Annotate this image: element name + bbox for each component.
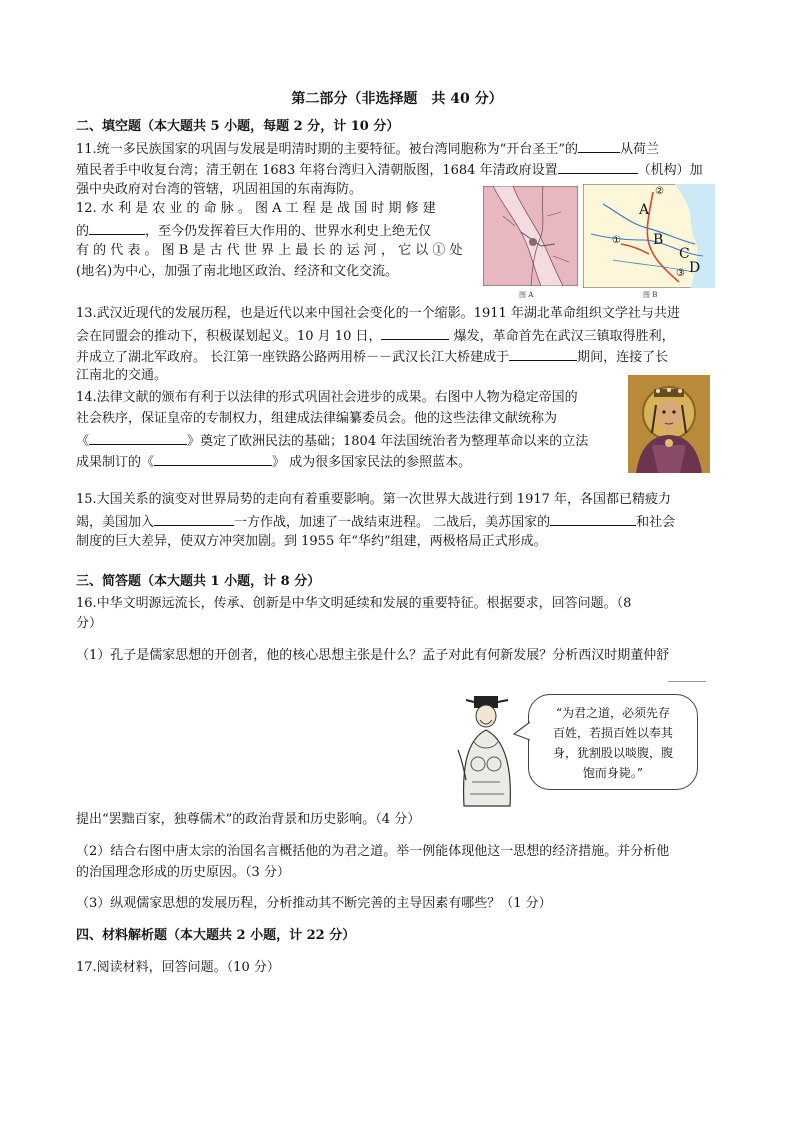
q13-text-b: 爆发，革命首先在武汉三镇取得胜利， bbox=[453, 329, 675, 344]
q14-text-a: 《 bbox=[76, 434, 90, 449]
q11-text-d: （机构）加 bbox=[637, 163, 703, 178]
q15-blank-1[interactable] bbox=[154, 511, 234, 526]
quote-line-3: 身，犹割股以啖腹，腹 bbox=[552, 746, 673, 760]
q13-line-1: 13.武汉近现代的发展历程，也是近代以来中国社会变化的一个缩影。1911 年湖北革命组织文学社与共进 bbox=[76, 306, 680, 321]
q14-line-4 bbox=[76, 451, 621, 473]
q16-part3: （3）纵观儒家思想的发展历程，分析推动其不断完善的主导因素有哪些？（1 分） bbox=[76, 896, 552, 911]
q13-blank-1[interactable] bbox=[381, 325, 449, 340]
q16-part2-line-2: 的治国理念形成的历史原因。（3 分） bbox=[76, 865, 290, 880]
fig-b-label-d: D bbox=[689, 260, 701, 276]
q12-line-2 bbox=[76, 220, 476, 242]
q12-text-b: ，至今仍发挥着巨大作用的、世界水利史上绝无仅 bbox=[145, 224, 432, 239]
q12-blank-1[interactable] bbox=[89, 220, 145, 235]
q14-text-b: 》奠定了欧洲民法的基础；1804 年法国统治者为整理革命以来的立法 bbox=[187, 434, 589, 449]
q15-text-c: 和社会 bbox=[636, 515, 676, 530]
fig-b-marker-3: ③ bbox=[676, 268, 685, 279]
q16-part2-line-1: （2）结合右图中唐太宗的治国名言概括他的为君之道。举一例能体现他这一思想的经济措施。并分析他 bbox=[76, 844, 670, 859]
part-title: 第二部分（非选择题 共 40 分） bbox=[291, 91, 503, 107]
taizong-quote-bubble bbox=[528, 694, 698, 790]
q16-part1-line-1: （1）孔子是儒家思想的开创者，他的核心思想主张是什么？孟子对此有何新发展？分析西汉时期董仲舒 bbox=[76, 648, 670, 663]
q14-blank-2[interactable] bbox=[154, 451, 272, 466]
fig-b-marker-2: ② bbox=[655, 186, 664, 197]
emperor-taizong-figure bbox=[448, 690, 526, 808]
q14-line-3 bbox=[76, 430, 621, 452]
quote-line-1: “为君之道，必须先存 bbox=[555, 706, 671, 720]
q13-blank-2[interactable] bbox=[509, 346, 577, 361]
quote-line-4: 饱而身毙。” bbox=[582, 766, 644, 780]
figure-b-caption: 图 B bbox=[643, 291, 658, 299]
q17-text: 17.阅读材料，回答问题。（10 分） bbox=[76, 960, 280, 975]
q11-blank-1[interactable] bbox=[578, 138, 620, 153]
section-fill-heading: 二、填空题（本大题共 5 小题，每题 2 分，计 10 分） bbox=[76, 119, 400, 134]
fig-b-marker-1: ① bbox=[612, 235, 621, 246]
fig-b-label-a: A bbox=[639, 202, 650, 218]
q13-line-2 bbox=[76, 325, 720, 347]
bubble-decoration-line bbox=[668, 681, 706, 682]
bubble-tail bbox=[512, 720, 532, 744]
q11-text-b: 从荷兰 bbox=[619, 142, 659, 157]
emperor-mosaic-portrait bbox=[628, 375, 710, 473]
q13-line-4: 江南北的交通。 bbox=[76, 368, 168, 383]
figure-a-map bbox=[483, 186, 578, 299]
q13-line-3 bbox=[76, 346, 720, 368]
q14-blank-1[interactable] bbox=[89, 430, 187, 445]
section-material-heading: 四、材料解析题（本大题共 2 小题，计 22 分） bbox=[76, 928, 356, 943]
q13-text-d: 期间，连接了长 bbox=[577, 350, 669, 365]
q15-line-2 bbox=[76, 511, 720, 533]
q11-line-1 bbox=[76, 138, 720, 160]
fig-b-label-b: B bbox=[653, 232, 664, 248]
quote-line-2: 百姓，若损百姓以奉其 bbox=[552, 726, 673, 740]
section-short-heading: 三、简答题（本大题共 1 小题，计 8 分） bbox=[76, 574, 321, 589]
q13-text-c: 并成立了湖北军政府。 长江第一座铁路公路两用桥－－武汉长江大桥建成于 bbox=[76, 350, 510, 365]
figure-a-caption: 图 A bbox=[519, 291, 534, 299]
q16-intro-line-1: 16.中华文明源远流长，传承、创新是中华文明延续和发展的重要特征。根据要求，回答问题。（8 bbox=[76, 596, 632, 611]
q12-line-1: 12. 水 利 是 农 业 的 命 脉 。 图 A 工 程 是 战 国 时 期 修 建 bbox=[76, 201, 436, 216]
q14-text-c: 成果制订的《 bbox=[76, 455, 155, 470]
fig-b-label-c: C bbox=[679, 246, 690, 262]
q14-line-1: 14.法律文献的颁布有利于以法律的形式巩固社会进步的成果。右图中人物为稳定帝国的 bbox=[76, 390, 578, 405]
q15-blank-2[interactable] bbox=[550, 511, 636, 526]
q15-text-b: 一方作战，加速了一战结束进程。 二战后，美苏国家的 bbox=[234, 515, 551, 530]
q11-text-c: 殖民者手中收复台湾；清王朝在 1683 年将台湾归入清朝版图，1684 年清政府设置 bbox=[76, 163, 558, 178]
q11-line-2 bbox=[76, 159, 720, 181]
q11-text-a: 11.统一多民族国家的巩固与发展是明清时期的主要特征。被台湾同胞称为“开台圣王”的 bbox=[76, 142, 578, 157]
q15-line-1: 15.大国关系的演变对世界局势的走向有着重要影响。第一次世界大战进行到 1917 年，各国都已精疲力 bbox=[76, 492, 672, 507]
q15-text-a: 竭，美国加入 bbox=[76, 515, 155, 530]
q11-line-3: 强中央政府对台湾的管辖，巩固祖国的东南海防。 bbox=[76, 182, 363, 197]
q16-part1-line-2: 提出“罢黜百家，独尊儒术”的政治背景和历史影响。（4 分） bbox=[76, 812, 421, 827]
q11-blank-2[interactable] bbox=[558, 159, 638, 174]
figure-b-map bbox=[583, 184, 715, 299]
q12-line-4: (地名)为中心，加强了南北地区政治、经济和文化交流。 bbox=[76, 264, 399, 279]
q12-line-3: 有 的 代 表 。 图 B 是 古 代 世 界 上 最 长 的 运 河 ， 它 以 ① 处 bbox=[76, 243, 463, 258]
q12-text-a: 的 bbox=[76, 224, 90, 239]
q16-intro-line-2: 分） bbox=[76, 616, 103, 631]
q15-line-3: 制度的巨大差异，使双方冲突加剧。到 1955 年“华约”组建，两极格局正式形成。 bbox=[76, 534, 547, 549]
q14-line-2: 社会秩序，保证皇帝的专制权力，组建成法律编纂委员会。他的这些法律文献统称为 bbox=[76, 411, 558, 426]
q14-text-d: 》 成为很多国家民法的参照蓝本。 bbox=[272, 455, 472, 470]
q13-text-a: 会在同盟会的推动下，积极谋划起义。10 月 10 日， bbox=[76, 329, 382, 344]
